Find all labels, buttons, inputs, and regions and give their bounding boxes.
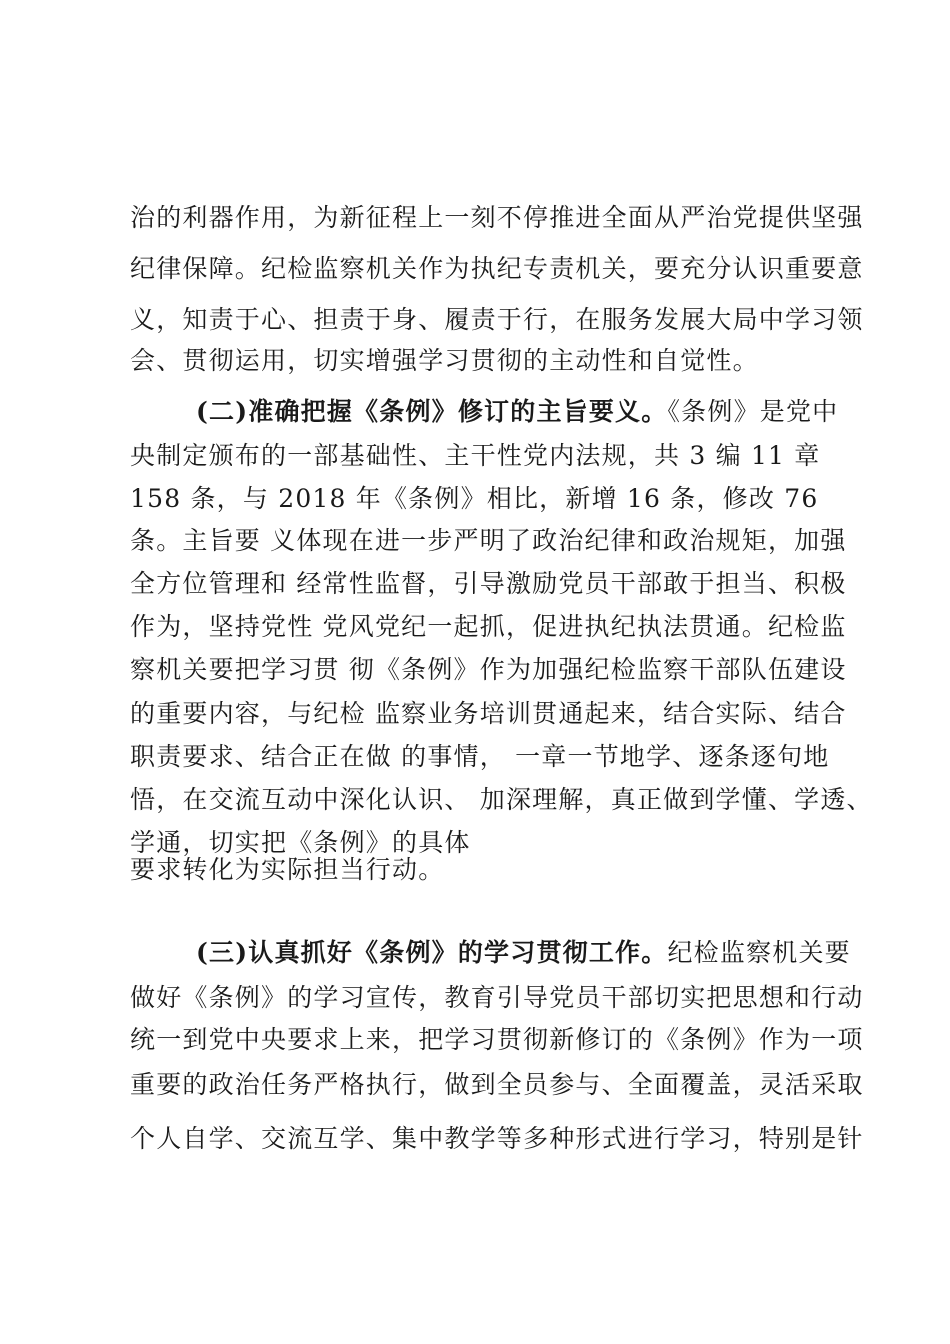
line-text: 察机关要把学习贯 彻《条例》作为加强纪检监察干部队伍建设 xyxy=(130,655,847,684)
paragraph-line xyxy=(130,983,864,1013)
line-text: 全方位管理和 经常性监督，引导激励党员干部敢于担当、积极 xyxy=(130,569,847,598)
section-heading-line xyxy=(196,938,851,968)
paragraph-line xyxy=(130,828,471,858)
line-text: 纪检监察机关要 xyxy=(667,938,851,967)
line-text: 《条例》是党中 xyxy=(667,397,839,426)
line-text: 158 条，与 2018 年《条例》相比，新增 16 条，修改 76 xyxy=(130,484,819,513)
paragraph-line xyxy=(130,254,864,284)
line-text: 作为，坚持党性 党风党纪一起抓，促进执纪执法贯通。纪检监 xyxy=(130,612,847,641)
paragraph-line xyxy=(130,1124,864,1154)
paragraph-line xyxy=(130,785,873,815)
line-text: 职责要求、结合正在做 的事情， 一章一节地学、逐条逐句地 xyxy=(130,742,830,771)
paragraph-line xyxy=(130,699,847,729)
line-text: 条。主旨要 义体现在进一步严明了政治纪律和政治规矩，加强 xyxy=(130,526,847,555)
paragraph-line xyxy=(130,569,847,599)
section-heading-line xyxy=(196,397,838,427)
line-text: 治的利器作用，为新征程上一刻不停推进全面从严治党提供坚强 xyxy=(130,203,864,232)
line-text: 统一到党中央要求上来，把学习贯彻新修订的《条例》作为一项 xyxy=(130,1025,864,1054)
paragraph-line xyxy=(130,305,864,335)
paragraph-line xyxy=(130,655,847,685)
paragraph-line xyxy=(130,742,830,772)
paragraph-line xyxy=(130,484,818,514)
paragraph-line xyxy=(130,1025,864,1055)
paragraph-line xyxy=(130,526,847,556)
paragraph-line xyxy=(130,855,444,885)
section-heading-2: (二)准确把握《条例》修订的主旨要义。 xyxy=(196,397,668,426)
paragraph-line xyxy=(130,346,759,376)
line-text: 的重要内容，与纪检 监察业务培训贯通起来，结合实际、结合 xyxy=(130,699,847,728)
section-heading-3: (三)认真抓好《条例》的学习贯彻工作。 xyxy=(196,938,668,967)
paragraph-line xyxy=(130,1070,864,1100)
paragraph-line xyxy=(130,441,821,471)
line-text: 义，知责于心、担责于身、履责于行，在服务发展大局中学习领 xyxy=(130,305,864,334)
line-text: 做好《条例》的学习宣传，教育引导党员干部切实把思想和行动 xyxy=(130,983,864,1012)
line-text: 学通，切实把《条例》的具体 xyxy=(130,828,471,857)
line-text: 个人自学、交流互学、集中教学等多种形式进行学习，特别是针 xyxy=(130,1124,864,1153)
line-text: 重要的政治任务严格执行，做到全员参与、全面覆盖，灵活采取 xyxy=(130,1070,864,1099)
line-text: 悟，在交流互动中深化认识、 加深理解，真正做到学懂、学透、 xyxy=(130,785,873,814)
line-text: 要求转化为实际担当行动。 xyxy=(130,855,445,884)
line-text: 纪律保障。纪检监察机关作为执纪专责机关，要充分认识重要意 xyxy=(130,254,864,283)
line-text: 央制定颁布的一部基础性、主干性党内法规，共 3 编 11 章 xyxy=(130,441,821,470)
line-text: 会、贯彻运用，切实增强学习贯彻的主动性和自觉性。 xyxy=(130,346,759,375)
paragraph-line xyxy=(130,203,864,233)
paragraph-line xyxy=(130,612,847,642)
